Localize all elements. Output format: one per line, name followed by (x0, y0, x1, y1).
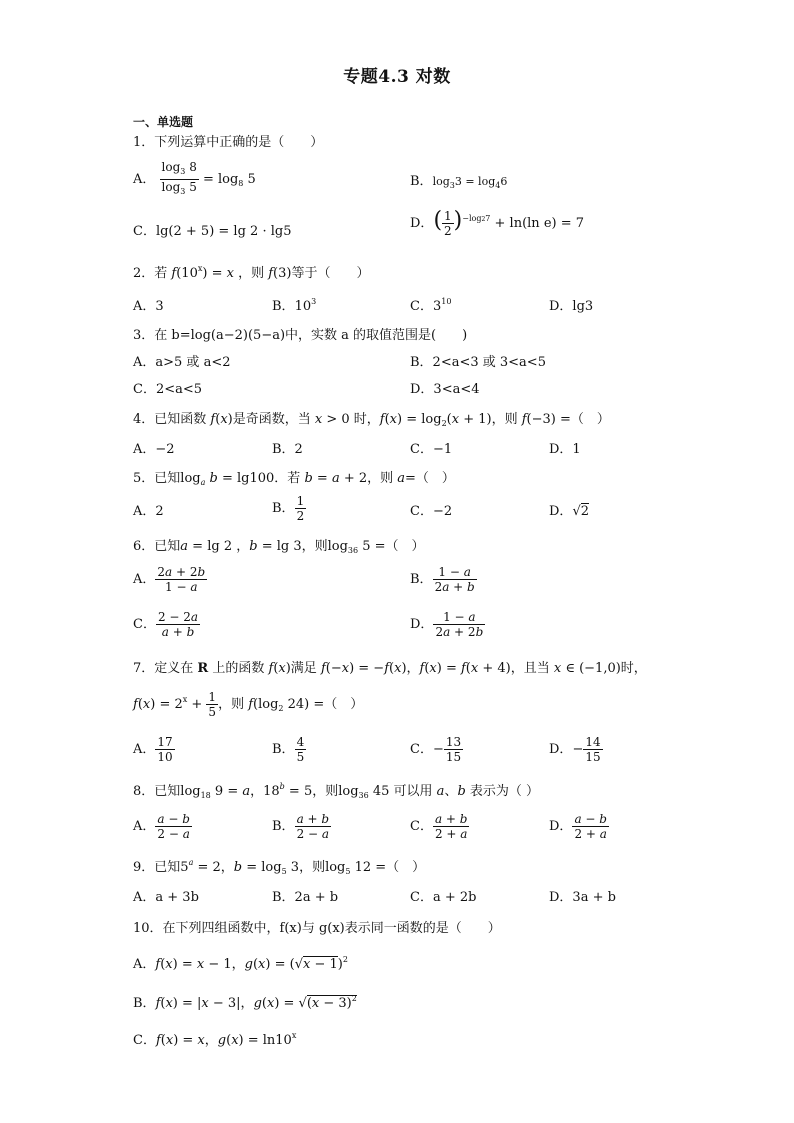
question-3-stem: 3．在 b=log(a−2)(5−a)中，实数 a 的取值范围是( ) (133, 328, 468, 343)
q1-option-b: B．$\log_33 = \log_46$ (410, 174, 508, 190)
question-7-stem-cont: $f(x) = 2^x$ + $\frac{1}{5}$ ，则 $f(\log_2$ 24) =（ ） (133, 690, 364, 719)
q8-option-a: A． $\frac{a - b}{2 - a}$ (133, 812, 190, 841)
q8-option-c: C． $\frac{a + b}{2 + a}$ (410, 812, 468, 841)
q3-option-b: B．2<a<3 或 3<a<5 (410, 355, 546, 370)
question-10-stem: 10．在下列四组函数中，f(x)与 g(x)表示同一函数的是（ ） (133, 921, 501, 936)
q6-option-b: B． $\frac{1 - a}{2a + b}$ (410, 565, 475, 594)
q5-option-b: B． $\frac{1}{2}$ (272, 494, 305, 523)
q9-option-c: C．a + 2b (410, 890, 477, 905)
q10-option-b: B．f(x) = |x − 3|，$g(x) = √(x - 3)^2$ (133, 994, 357, 1011)
q7-option-d: D．− $\frac{14}{15}$ (549, 735, 601, 764)
q6-option-a: A． $\frac{2a + 2b}{1 - a}$ (133, 565, 206, 594)
q9-option-d: D．3a + b (549, 890, 616, 905)
q6-option-c: C． $\frac{2 - 2a}{a + b}$ (133, 610, 199, 639)
question-7-stem: 7．定义在 R 上的函数 f(x)满足 f(−x) = −f(x)，f(x) = f(x + 4)，且当 x ∈ (−1,0)时， (133, 661, 647, 676)
q2-option-a: A．3 (133, 299, 164, 314)
q8-option-b: B． $\frac{a + b}{2 - a}$ (272, 812, 330, 841)
q2-option-d: D．lg3 (549, 299, 594, 314)
question-6-stem: 6．已知a = lg 2 ，b = lg 3，则$\log_{36} 5$ =（ ） (133, 539, 425, 555)
q4-option-a: A．−2 (133, 442, 175, 457)
q3-option-c: C．2<a<5 (133, 382, 203, 397)
q10-option-c: C．f(x) = x，$g(x) = \ln 10^x$ (133, 1031, 297, 1048)
q8-option-d: D． $\frac{a - b}{2 + a}$ (549, 812, 607, 841)
q1-option-a: A． $\frac{\log_3 8}{\log_3 5}$ = $\log_8 5$ (133, 160, 256, 196)
question-9-stem: 9．已知$5^a = 2$，$b = \log_5 3$，则$\log_5 12$ =（ ） (133, 858, 426, 876)
q7-option-a: A． $\frac{17}{10}$ (133, 735, 173, 764)
q9-option-b: B．2a + b (272, 890, 339, 905)
question-5-stem: 5．已知$\log_a b = \lg 100$．若 b = a + 2，则 a=（ ） (133, 471, 455, 487)
question-8-stem: 8．已知$\log_{18} 9 = a$，$18^b = 5$，则$\log_{36} 45$ 可以用 a、b 表示为（ ） (133, 782, 540, 800)
q7-option-c: C．− $\frac{13}{15}$ (410, 735, 462, 764)
q1-option-d: D．( $\frac{1}{2}$ )$^{-log27}$ + ln(ln e) = 7 (410, 208, 585, 238)
q10-option-a: A．f(x) = x − 1，$g(x) = (√x - 1)^2$ (133, 955, 348, 972)
section-heading: 一、单选题 (133, 115, 194, 129)
q5-option-c: C．−2 (410, 504, 453, 519)
q2-option-c: C．$3^{10}$ (410, 297, 452, 314)
q5-option-a: A．2 (133, 504, 164, 519)
q7-option-b: B． $\frac{4}{5}$ (272, 735, 305, 764)
q2-option-b: B．$10^3$ (272, 297, 317, 314)
q3-option-d: D．3<a<4 (410, 382, 480, 397)
q6-option-d: D． $\frac{1 - a}{2a + 2b}$ (410, 610, 484, 639)
q9-option-a: A．a + 3b (133, 890, 199, 905)
q4-option-c: C．−1 (410, 442, 453, 457)
q3-option-a: A．a>5 或 a<2 (133, 355, 231, 370)
question-1-stem: 1．下列运算中正确的是（ ） (133, 135, 324, 150)
q4-option-b: B．2 (272, 442, 303, 457)
page-title: 专题4.3 对数 (343, 67, 451, 87)
question-4-stem: 4．已知函数 f(x)是奇函数，当 x > 0 时，$f(x) = \log_2(x + 1)$，则 f(−3) =（ ） (133, 412, 610, 428)
question-2-stem: 2．若 $f(10^x) = x$ ，则 f(3)等于（ ） (133, 264, 370, 281)
q1-option-c: C．lg(2 + 5) = lg 2 · lg5 (133, 224, 292, 239)
q4-option-d: D．1 (549, 442, 581, 457)
q5-option-d: D．√2 (549, 504, 590, 519)
